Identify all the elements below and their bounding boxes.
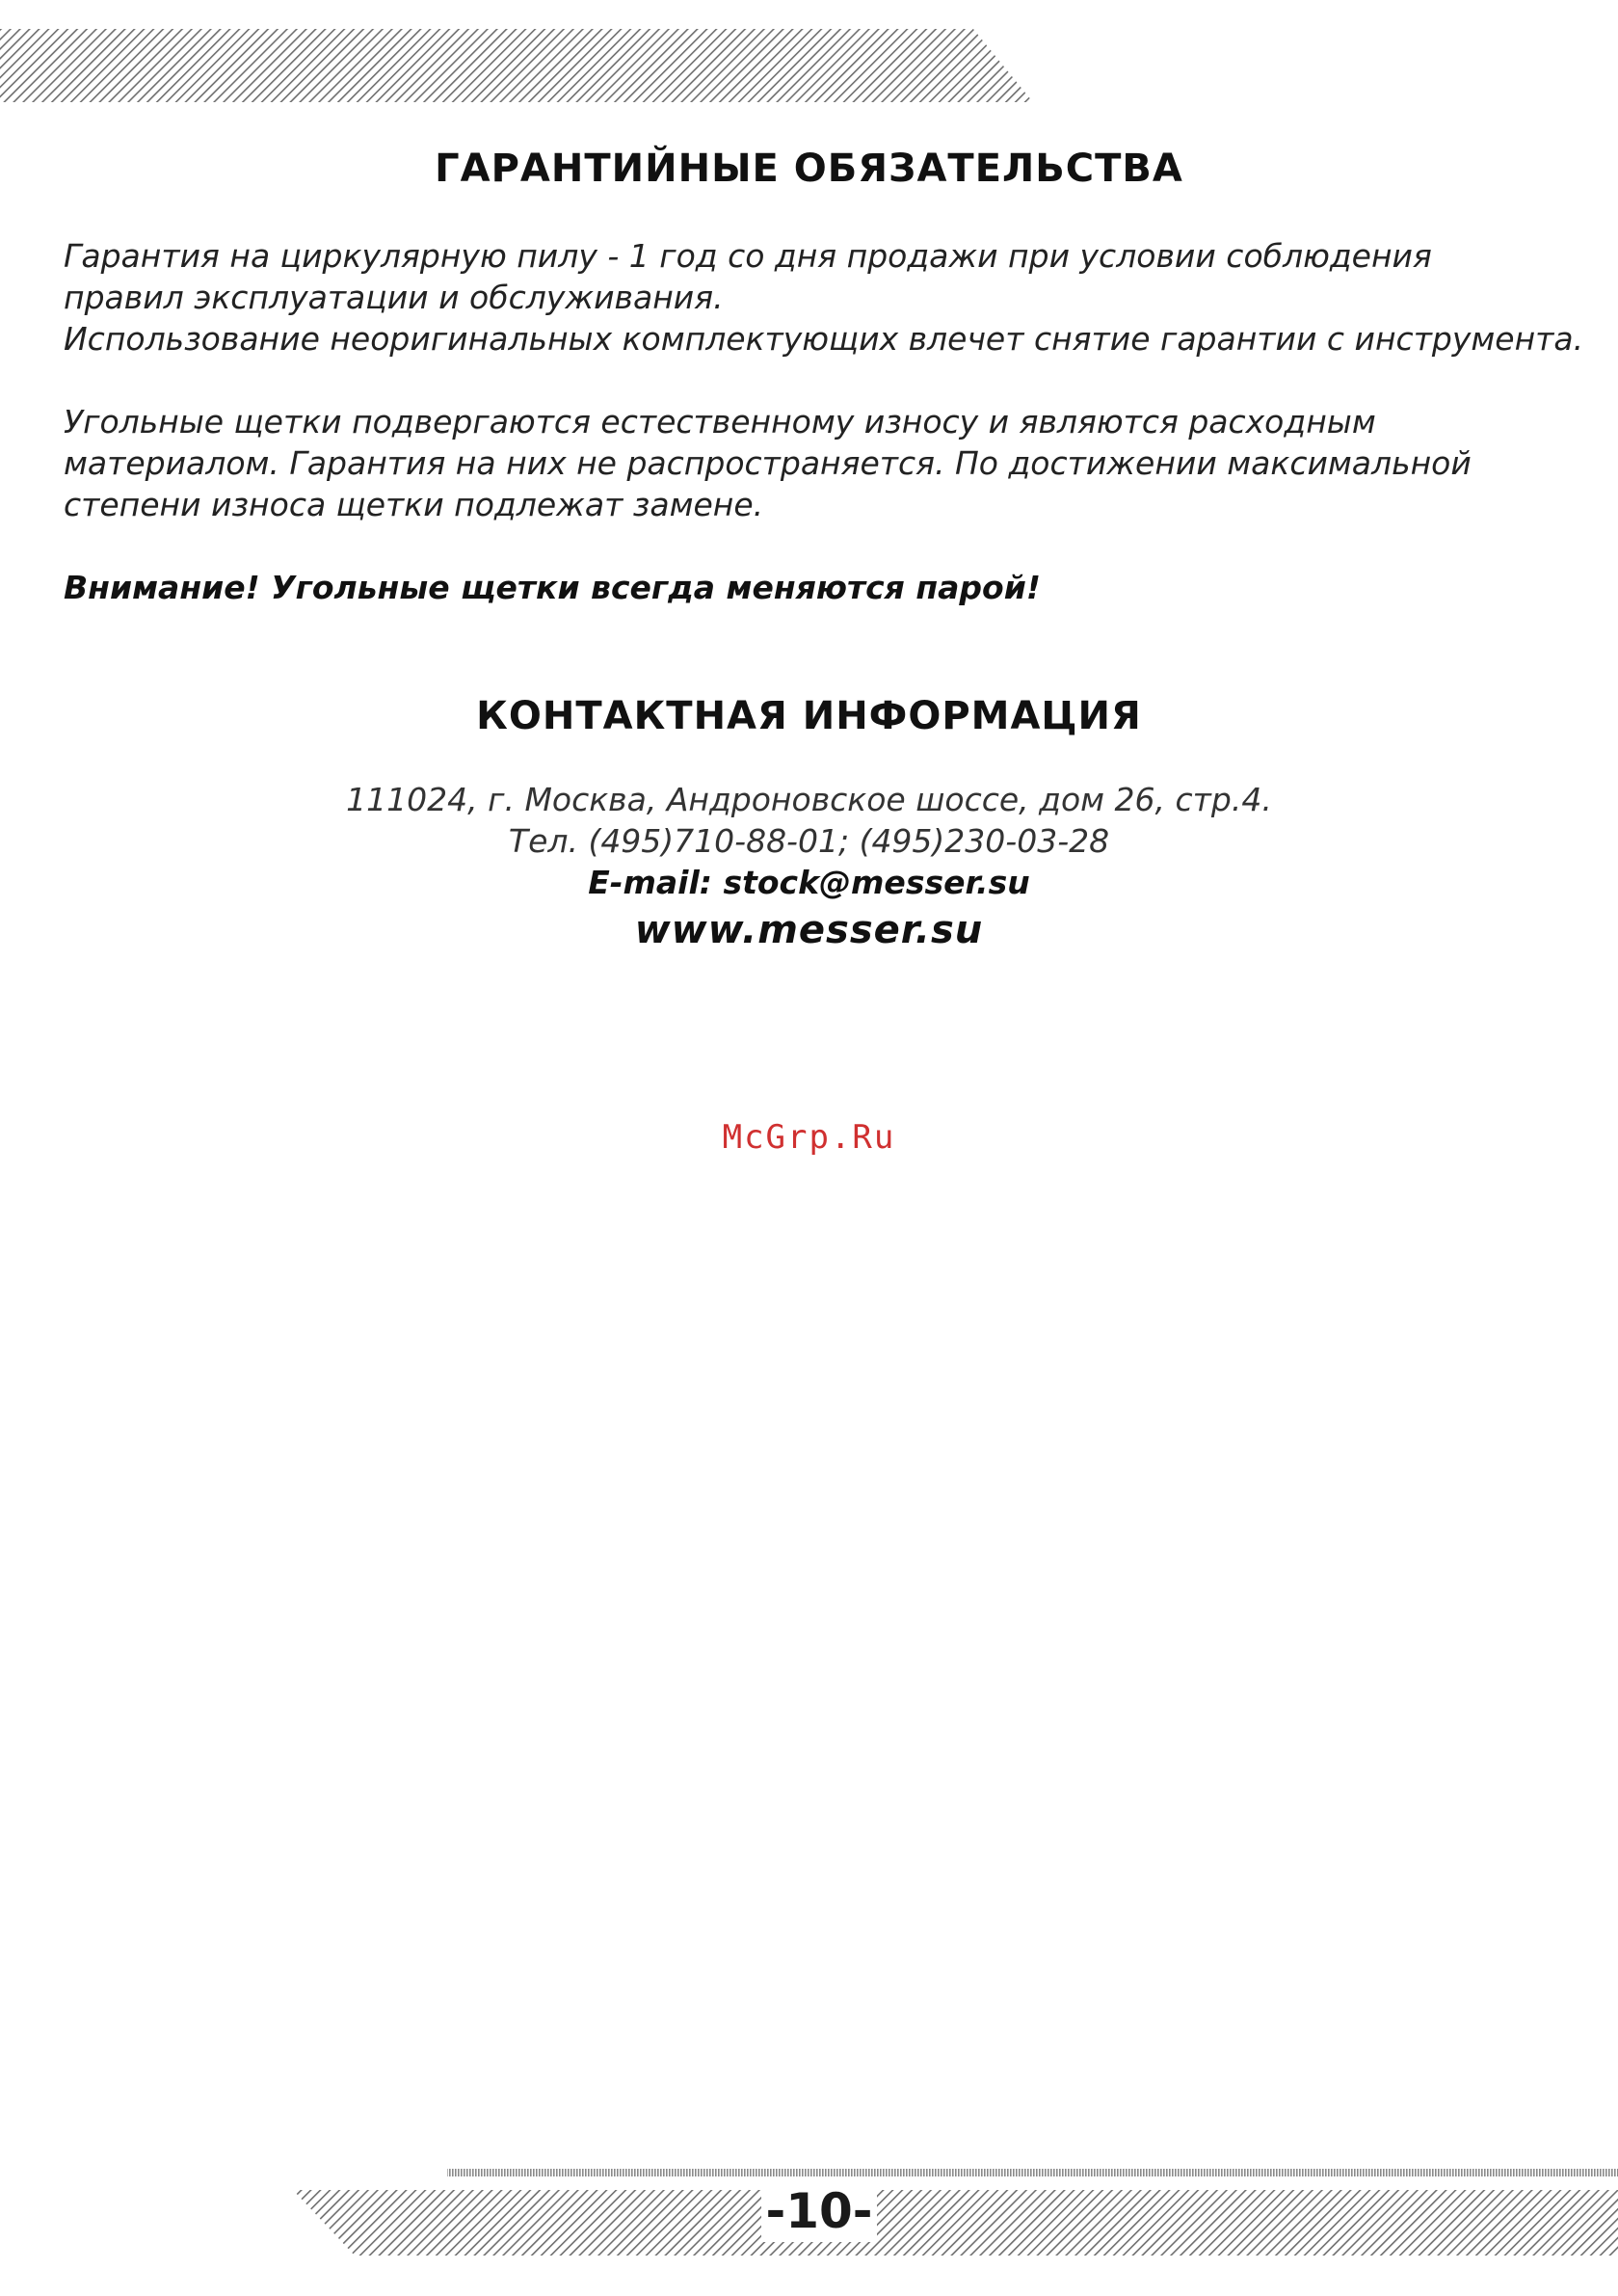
warranty-title: ГАРАНТИЙНЫЕ ОБЯЗАТЕЛЬСТВА	[435, 147, 1183, 191]
paragraph-line: Использование неоригинальных комплектующих влечет снятие гарантии с инструмента.	[64, 320, 1584, 358]
paragraph-line: Гарантия на циркулярную пилу - 1 год со дня продажи при условии соблюдения	[64, 237, 1432, 275]
paragraph-line: степени износа щетки подлежат замене.	[64, 486, 764, 523]
page-number: -10-	[761, 2180, 877, 2242]
contact-address: 111024, г. Москва, Андроновское шоссе, дом 26, стр.4.	[346, 781, 1272, 818]
contact-phones: Тел. (495)710-88-01; (495)230-03-28	[508, 822, 1110, 860]
contacts-title: КОНТАКТНАЯ ИНФОРМАЦИЯ	[476, 694, 1142, 738]
attention-text: Внимание! Угольные щетки всегда меняются парой!	[64, 569, 1041, 606]
paragraph-line: правил эксплуатации и обслуживания.	[64, 279, 724, 316]
top-hatched-band	[0, 29, 1033, 102]
brushes-paragraph	[64, 401, 1586, 525]
warranty-paragraph	[64, 235, 1586, 360]
paragraph-line: Угольные щетки подвергаются естественному износу и являются расходным	[64, 403, 1376, 441]
attention-note	[64, 567, 1586, 608]
bottom-hatched-band	[293, 2169, 1618, 2256]
contact-website-link[interactable]: www.messer.su	[634, 908, 984, 952]
contact-email[interactable]: E-mail: stock@messer.su	[588, 864, 1030, 901]
watermark: McGrp.Ru	[722, 1118, 896, 1157]
paragraph-line: материалом. Гарантия на них не распространяется. По достижении максимальной	[64, 444, 1472, 482]
